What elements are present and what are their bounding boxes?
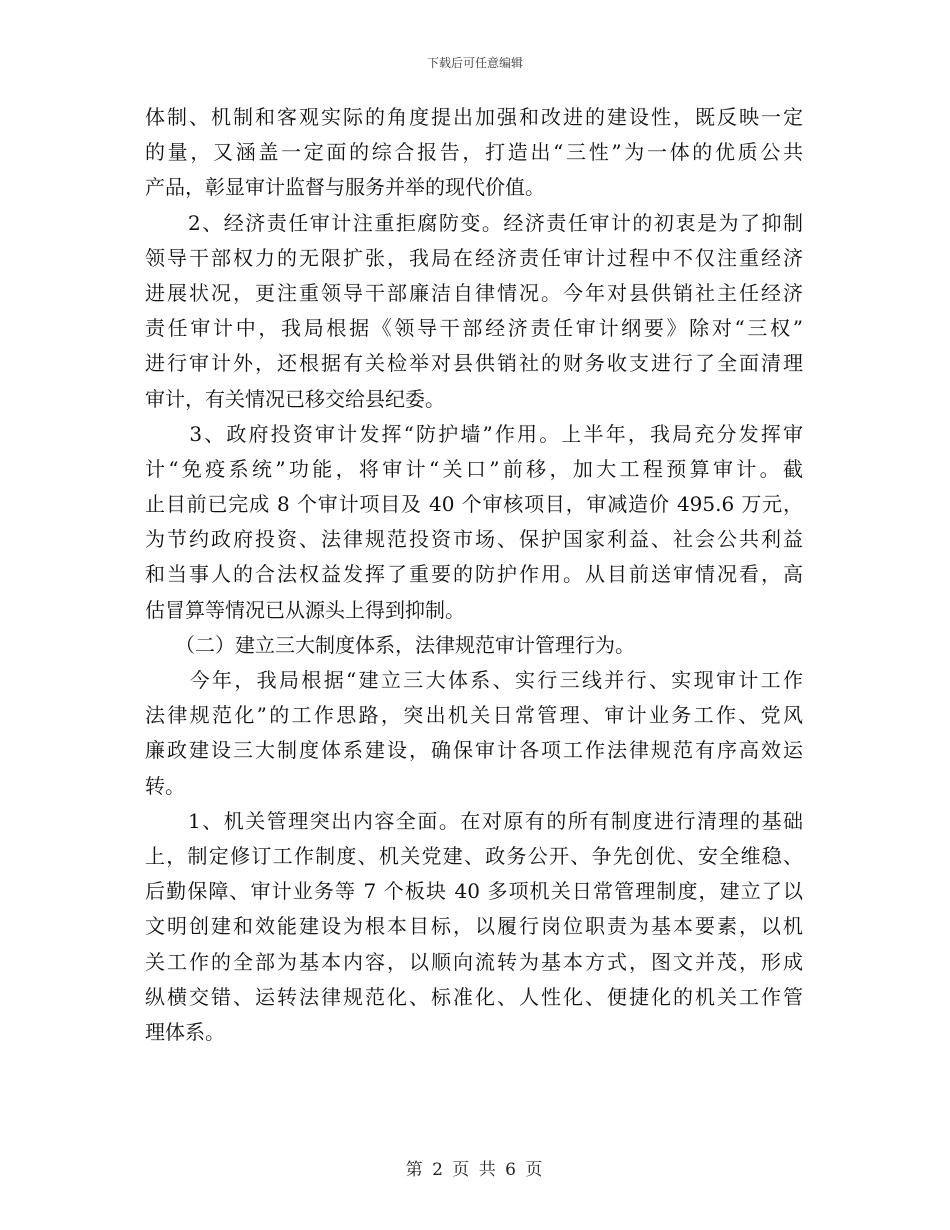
- text-line: 上，制定修订工作制度、机关党建、政务公开、争先创优、安全维稳、: [145, 843, 803, 868]
- page-number-footer: 第 2 页 共 6 页: [405, 1160, 545, 1180]
- text-line: 进展状况，更注重领导干部廉洁自律情况。今年对县供销社主任经济: [145, 280, 803, 305]
- text-line: 关工作的全部为基本内容，以顺向流转为基本方式，图文并茂，形成: [145, 949, 803, 974]
- text-line: 文明创建和效能建设为根本目标，以履行岗位职责为基本要素，以机: [145, 914, 803, 939]
- text-line: 法律规范化”的工作思路，突出机关日常管理、审计业务工作、党风: [145, 703, 803, 728]
- text-line: 纵横交错、运转法律规范化、标准化、人性化、便捷化的机关工作管: [145, 984, 803, 1009]
- text-line: 今年，我局根据“建立三大体系、实行三线并行、实现审计工作: [145, 668, 803, 692]
- text-line: 转。: [145, 773, 185, 798]
- text-line: 计“免疫系统”功能，将审计“关口”前移，加大工程预算审计。截: [145, 456, 803, 481]
- text-line: 廉政建设三大制度体系建设，确保审计各项工作法律规范有序高效运: [145, 738, 803, 763]
- text-line: 和当事人的合法权益发挥了重要的防护作用。从目前送审情况看，高: [145, 562, 803, 587]
- text-line: 的量，又涵盖一定面的综合报告，打造出“三性”为一体的优质公共: [145, 140, 803, 165]
- text-line: 责任审计中，我局根据《领导干部经济责任审计纲要》除对“三权”: [145, 316, 803, 341]
- page-header: 下载后可任意编辑: [426, 56, 523, 70]
- text-line: 估冒算等情况已从源头上得到抑制。: [145, 597, 465, 622]
- text-line: 为节约政府投资、法律规范投资市场、保护国家利益、社会公共利益: [145, 527, 803, 552]
- text-line: 领导干部权力的无限扩张，我局在经济责任审计过程中不仅注重经济: [145, 245, 803, 270]
- document-body: [145, 100, 803, 1050]
- text-line: 2、经济责任审计注重拒腐防变。经济责任审计的初衷是为了抑制: [145, 210, 803, 235]
- text-line: 后勤保障、审计业务等 7 个板块 40 多项机关日常管理制度，建立了以: [145, 879, 803, 904]
- text-line: 进行审计外，还根据有关检举对县供销社的财务收支进行了全面清理: [145, 351, 803, 376]
- text-line: 理体系。: [145, 1019, 225, 1044]
- text-line: 1、机关管理突出内容全面。在对原有的所有制度进行清理的基础: [145, 808, 803, 833]
- text-line: 体制、机制和客观实际的角度提出加强和改进的建设性，既反映一定: [145, 105, 803, 129]
- text-line: 3、政府投资审计发挥“防护墙”作用。上半年，我局充分发挥审: [145, 421, 803, 446]
- text-line: 止目前已完成 8 个审计项目及 40 个审核项目，审减造价 495.6 万元，: [145, 492, 803, 517]
- text-line: （二）建立三大制度体系，法律规范审计管理行为。: [145, 632, 635, 657]
- text-line: 审计，有关情况已移交给县纪委。: [145, 386, 445, 411]
- text-line: 产品，彰显审计监督与服务并举的现代价值。: [145, 175, 545, 200]
